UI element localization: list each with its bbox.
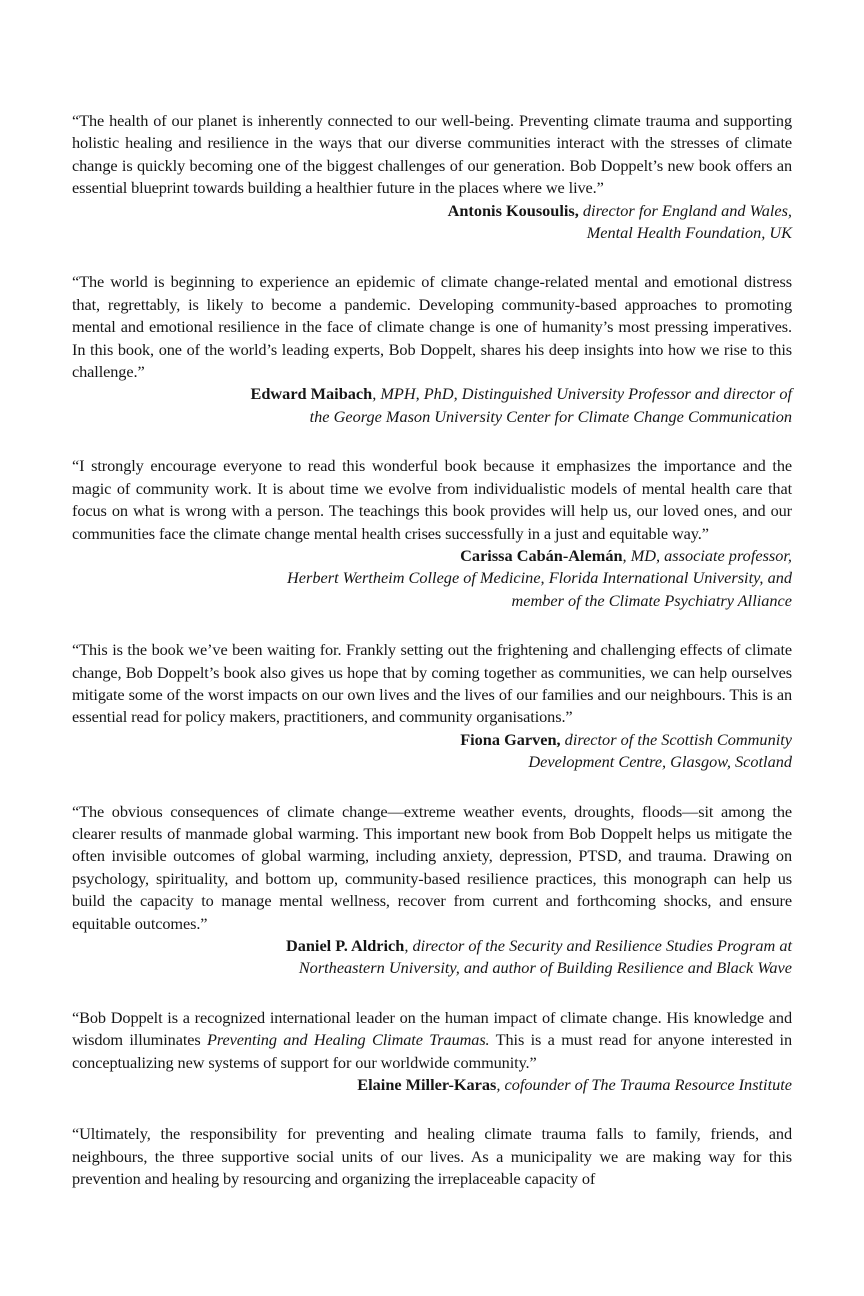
quote-attribution [72,545,792,612]
endorser-name: Edward Maibach [250,384,373,404]
endorser-title: , director of the Security and Resilience Studies Program at [404,936,792,955]
attribution-line [72,935,792,957]
endorsement-quote [72,1123,792,1190]
endorsement-quote [72,271,792,428]
quote-text [72,801,792,935]
quote-segment: “I strongly encourage everyone to read this wonderful book because it emphasizes the importance and the magic of community work. It is about time we evolve from individualistic models of mental health care that focus on what is wrong with a person. The teachings this book provides will help us, our loved ones, and our communities face the climate change mental health crises successfully in a just and equitable way.” [72,456,792,543]
quote-segment: “This is the book we’ve been waiting for. Frankly setting out the frightening and challenging effects of climate change, Bob Doppelt’s book also gives us hope that by coming together as communities, we can help ourselves mitigate some of the worst impacts on our own lives and the lives of our families and our neighbours. This is an essential read for policy makers, practitioners, and community organisations.” [72,640,792,727]
endorsements-list [72,110,792,1218]
quote-segment: “The health of our planet is inherently connected to our well-being. Preventing climate trauma and supporting holistic healing and resilience in the ways that our diverse communities interact with the stresses of climate change is quickly becoming one of the biggest challenges of our generation. Bob Doppelt’s new book offers an essential blueprint towards building a healthier future in the places where we live.” [72,111,792,198]
endorser-name: Fiona Garven, [460,729,561,749]
endorser-title: director for England and Wales, [578,200,792,220]
endorser-affiliation: Northeastern University, and author of Building Resilience and Black Wave [298,958,792,978]
quote-attribution [72,383,792,428]
book-title-italic: Preventing and Healing Climate Traumas. [207,1030,490,1050]
attribution-line [72,729,792,751]
quote-text [72,1007,792,1074]
endorsement-quote [72,110,792,244]
quote-text [72,639,792,729]
endorser-affiliation: the George Mason University Center for Climate Change Communication [309,406,792,426]
endorser-affiliation: Development Centre, Glasgow, Scotland [528,752,792,772]
endorsement-quote [72,455,792,612]
endorser-name: Antonis Kousoulis, [447,200,579,220]
endorsement-quote [72,639,792,773]
quote-segment: “Bob Doppelt is a recognized international leader on the human impact of climate change. His knowledge and wisdom illuminates [72,1007,792,1050]
quote-text [72,455,792,545]
endorser-name: Elaine Miller-Karas [357,1075,497,1095]
endorser-affiliation: Herbert Wertheim College of Medicine, Florida International University, and [287,568,792,588]
endorser-affiliation: Mental Health Foundation, UK [586,223,792,243]
attribution-line [72,1074,792,1096]
quote-segment: “The world is beginning to experience an epidemic of climate change-related mental and emotional distress that, regrettably, is likely to become a pandemic. Developing community-based approaches to promoting mental and emotional resilience in the face of climate change is one of humanity’s most pressing imperatives. In this book, one of the world’s leading experts, Bob Doppelt, shares his deep insights into how we rise to this challenge.” [72,272,792,382]
quote-segment: “The obvious consequences of climate change—extreme weather events, droughts, floods—sit among the clearer results of manmade global warming. This important new book from Bob Doppelt helps us mitigate the often invisible outcomes of global warming, including anxiety, depression, PTSD, and trauma. Drawing on psychology, spirituality, and bottom up, community-based resilience practices, this monograph can help us build the capacity to manage mental wellness, recover from current and forthcoming shocks, and ensure equitable outcomes.” [72,801,792,933]
quote-text [72,110,792,200]
quote-segment: “Ultimately, the responsibility for preventing and healing climate trauma falls to family, friends, and neighbours, the three supportive social units of our lives. As a municipality we are making way for this prevention and healing by resourcing and organizing the irreplaceable capacity of [72,1124,792,1189]
quote-text [72,1123,792,1190]
endorser-name: Carissa Cabán-Alemán [460,545,623,565]
quote-text [72,271,792,383]
quote-attribution [72,935,792,980]
endorsement-quote [72,801,792,980]
attribution-line [72,545,792,567]
quote-segment: This is a must read for anyone interested in conceptualizing new systems of support for our worldwide community.” [72,1030,792,1072]
endorser-title: , MPH, PhD, Distinguished University Professor and director of [372,384,792,404]
quote-attribution [72,1074,792,1096]
quote-attribution [72,729,792,774]
endorser-title: director of the Scottish Community [560,729,792,749]
attribution-line [72,200,792,222]
quote-attribution [72,200,792,245]
attribution-line [72,383,792,405]
endorser-affiliation: member of the Climate Psychiatry Alliance [511,590,792,610]
endorser-title: , MD, associate professor, [622,545,792,565]
endorser-title: , cofounder of The Trauma Resource Institute [496,1075,792,1095]
endorser-name: Daniel P. Aldrich [285,936,405,955]
endorsement-quote [72,1007,792,1097]
